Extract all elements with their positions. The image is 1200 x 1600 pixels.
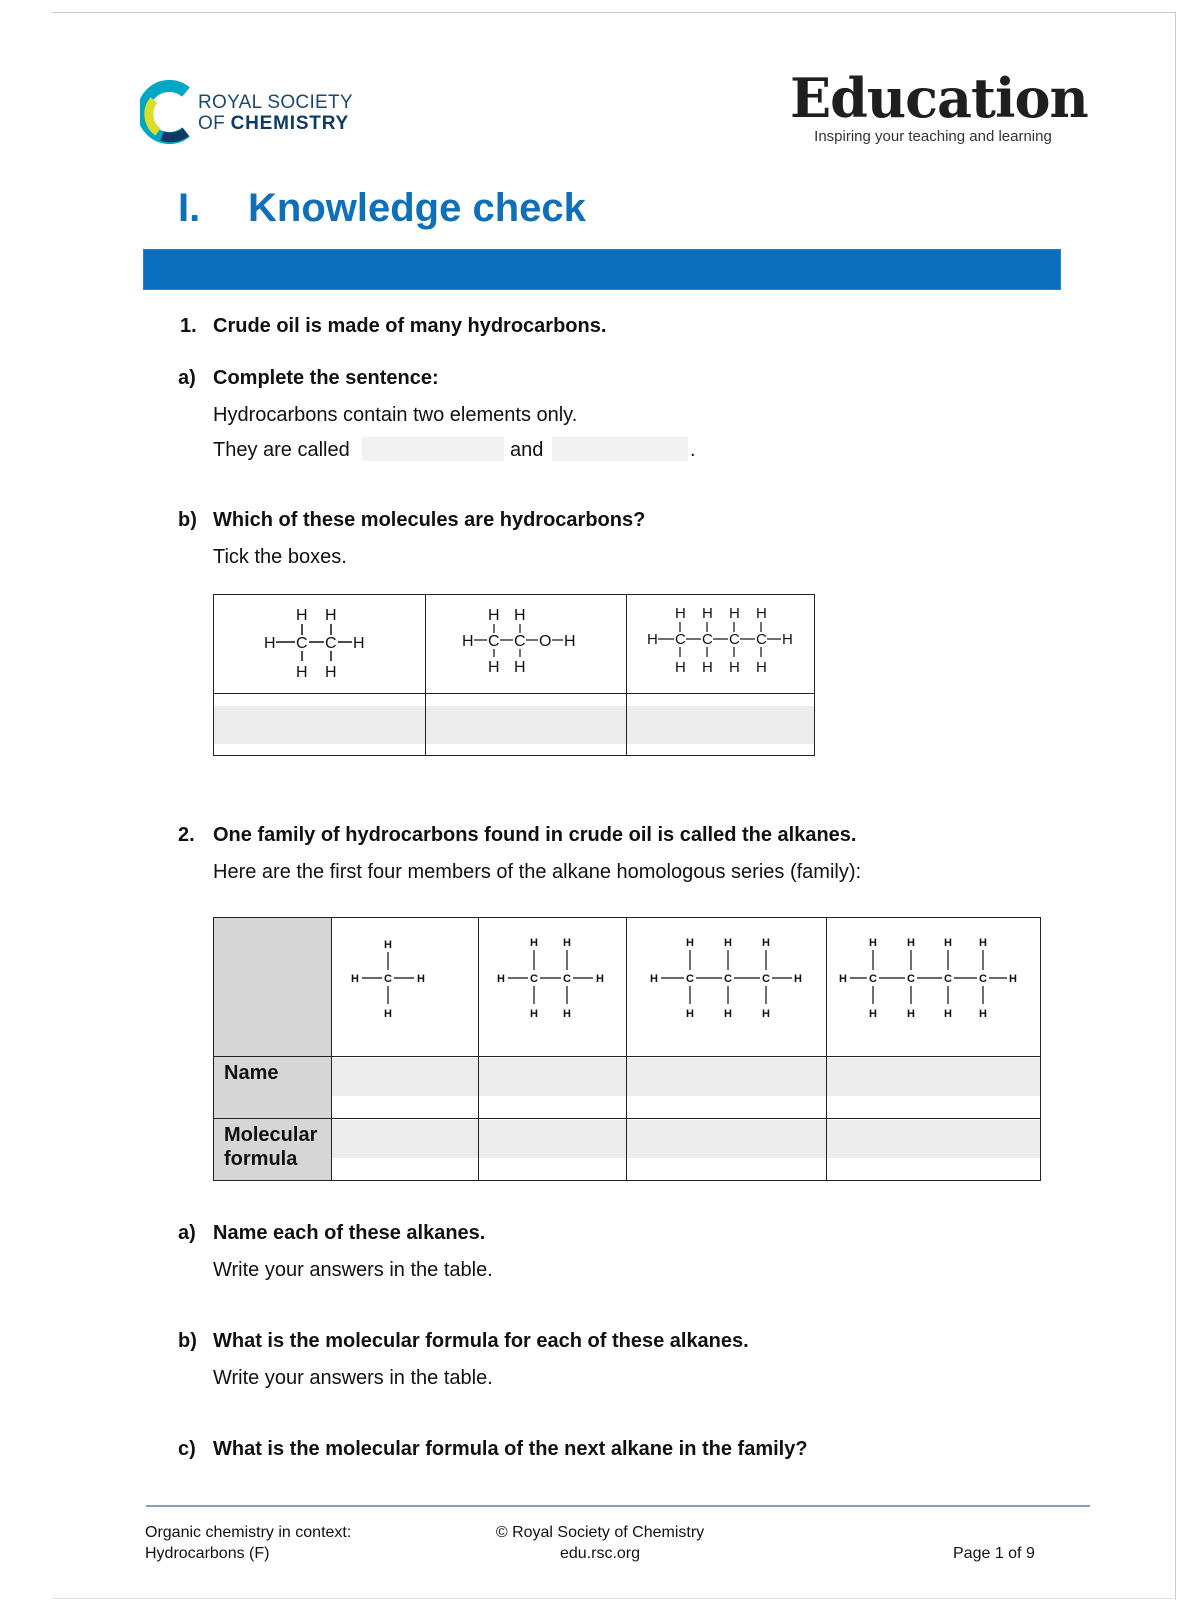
svg-text:H: H	[383, 939, 392, 951]
svg-text:H: H	[530, 1008, 539, 1020]
svg-text:H: H	[514, 607, 526, 624]
svg-text:H: H	[647, 631, 658, 648]
logo-line1: ROYAL SOCIETY	[198, 92, 353, 113]
education-subtitle: Inspiring your teaching and learning	[814, 128, 1052, 145]
svg-text:H: H	[497, 973, 506, 985]
svg-text:H: H	[1008, 973, 1017, 985]
svg-text:C: C	[685, 973, 694, 985]
logo-line2	[198, 113, 353, 134]
svg-text:H: H	[264, 635, 276, 652]
svg-text:H: H	[702, 659, 713, 676]
svg-text:H: H	[761, 937, 770, 949]
svg-text:C: C	[488, 633, 500, 650]
svg-text:C: C	[325, 635, 337, 652]
q2a-instruction: Write your answers in the table.	[213, 1259, 493, 1281]
footer-left-line1: Organic chemistry in context:	[145, 1524, 352, 1541]
page-edge-top	[52, 12, 1176, 13]
svg-text:H: H	[416, 973, 425, 985]
formula-answer-cell-4[interactable]	[826, 1119, 1040, 1181]
methane-structure	[332, 918, 478, 1051]
svg-text:H: H	[488, 659, 500, 676]
svg-text:H: H	[596, 973, 605, 985]
row-header-name: Name	[214, 1057, 332, 1119]
rsc-logo-icon	[140, 80, 196, 144]
svg-text:C: C	[563, 973, 572, 985]
q1-number: 1.	[180, 315, 197, 337]
q2b-prompt: What is the molecular formula for each of these alkanes.	[213, 1330, 749, 1352]
svg-text:C: C	[756, 631, 767, 648]
svg-text:H: H	[782, 631, 793, 648]
svg-text:H: H	[868, 1008, 877, 1020]
svg-text:H: H	[906, 1008, 915, 1020]
svg-text:H: H	[978, 1008, 987, 1020]
svg-text:H: H	[756, 659, 767, 676]
q1a-line2-start: They are called	[213, 439, 350, 461]
q2-number: 2.	[178, 824, 195, 846]
svg-text:C: C	[702, 631, 713, 648]
name-answer-cell-4[interactable]	[826, 1057, 1040, 1119]
svg-text:C: C	[906, 973, 915, 985]
formula-answer-cell-3[interactable]	[626, 1119, 826, 1181]
svg-text:H: H	[702, 605, 713, 622]
butane-structure-2	[827, 918, 1039, 1051]
page-edge-right	[1175, 12, 1176, 1600]
footer-copyright: © Royal Society of Chemistry	[495, 1524, 705, 1541]
section-title: Knowledge check	[248, 186, 586, 230]
q1a-prompt: Complete the sentence:	[213, 367, 439, 389]
ethane-structure-2	[479, 918, 625, 1051]
answer-field-element-1[interactable]	[362, 437, 504, 461]
name-answer-cell-2[interactable]	[479, 1057, 627, 1119]
svg-text:H: H	[649, 973, 658, 985]
svg-text:C: C	[383, 973, 392, 985]
svg-text:C: C	[943, 973, 952, 985]
svg-text:C: C	[978, 973, 987, 985]
butane-structure	[627, 595, 814, 688]
svg-text:H: H	[685, 1008, 694, 1020]
svg-text:H: H	[530, 937, 539, 949]
svg-text:H: H	[564, 633, 576, 650]
alkane-cell-methane	[331, 918, 479, 1057]
tick-box-butane[interactable]	[627, 694, 815, 756]
footer-website: edu.rsc.org	[559, 1545, 641, 1562]
alkane-cell-butane	[826, 918, 1040, 1057]
page-number: Page 1 of 9	[953, 1545, 1035, 1562]
alkane-cell-propane	[626, 918, 826, 1057]
logo-line2-prefix: OF	[198, 113, 225, 134]
svg-text:H: H	[943, 937, 952, 949]
name-answer-cell-3[interactable]	[626, 1057, 826, 1119]
name-answer-cell-1[interactable]	[331, 1057, 479, 1119]
molecule-cell-ethanol	[426, 595, 627, 694]
row-header-formula-line2: formula	[224, 1148, 298, 1170]
q1b-label: b)	[178, 509, 197, 531]
svg-text:H: H	[296, 664, 308, 681]
svg-text:H: H	[383, 1008, 392, 1020]
svg-text:C: C	[868, 973, 877, 985]
tick-box-ethane[interactable]	[214, 694, 426, 756]
svg-text:H: H	[761, 1008, 770, 1020]
q2-intro: Here are the first four members of the alkane homologous series (family):	[213, 861, 862, 883]
row-header-formula	[214, 1119, 332, 1181]
page-edge-bottom	[52, 1598, 1176, 1599]
footer-divider	[146, 1505, 1090, 1507]
q2a-label: a)	[178, 1222, 196, 1244]
row-header-formula-line1: Molecular	[224, 1124, 318, 1146]
q2a-prompt: Name each of these alkanes.	[213, 1222, 486, 1244]
svg-text:H: H	[462, 633, 474, 650]
tick-box-ethanol[interactable]	[426, 694, 627, 756]
svg-text:C: C	[761, 973, 770, 985]
q1a-line2-end: .	[690, 439, 696, 461]
svg-text:H: H	[729, 659, 740, 676]
q2b-label: b)	[178, 1330, 197, 1352]
section-number: I.	[178, 186, 201, 230]
svg-text:C: C	[514, 633, 526, 650]
svg-text:H: H	[793, 973, 802, 985]
svg-text:H: H	[978, 937, 987, 949]
svg-text:H: H	[353, 635, 365, 652]
svg-text:H: H	[906, 937, 915, 949]
svg-text:H: H	[563, 1008, 572, 1020]
svg-text:H: H	[350, 973, 359, 985]
svg-text:H: H	[838, 973, 847, 985]
svg-text:H: H	[514, 659, 526, 676]
q2b-instruction: Write your answers in the table.	[213, 1367, 493, 1389]
svg-text:O: O	[539, 633, 552, 650]
q1a-line1: Hydrocarbons contain two elements only.	[213, 404, 578, 426]
svg-text:H: H	[563, 937, 572, 949]
alkane-cell-ethane	[479, 918, 627, 1057]
q1b-prompt: Which of these molecules are hydrocarbons?	[213, 509, 646, 531]
svg-text:H: H	[685, 937, 694, 949]
ethane-structure	[214, 595, 425, 688]
section-banner	[143, 249, 1061, 290]
svg-text:H: H	[296, 607, 308, 624]
answer-field-element-2[interactable]	[552, 437, 688, 461]
svg-text:H: H	[756, 605, 767, 622]
svg-text:H: H	[325, 664, 337, 681]
svg-text:C: C	[723, 973, 732, 985]
q1b-instruction: Tick the boxes.	[213, 546, 347, 568]
svg-text:H: H	[675, 605, 686, 622]
q1a-line2-mid: and	[510, 439, 544, 461]
svg-text:H: H	[723, 937, 732, 949]
svg-text:H: H	[943, 1008, 952, 1020]
q1a-label: a)	[178, 367, 196, 389]
alkane-table	[213, 917, 1041, 1181]
molecule-cell-ethane	[214, 595, 426, 694]
svg-text:C: C	[530, 973, 539, 985]
formula-answer-cell-2[interactable]	[479, 1119, 627, 1181]
footer-left	[145, 1522, 351, 1564]
ethanol-structure	[426, 595, 626, 688]
logo-line2-bold: CHEMISTRY	[230, 113, 349, 134]
formula-answer-cell-1[interactable]	[331, 1119, 479, 1181]
svg-text:H: H	[488, 607, 500, 624]
svg-text:H: H	[325, 607, 337, 624]
q2-text: One family of hydrocarbons found in crude oil is called the alkanes.	[213, 824, 857, 846]
rsc-logo-text	[198, 92, 353, 134]
svg-text:H: H	[675, 659, 686, 676]
q2c-prompt: What is the molecular formula of the next alkane in the family?	[213, 1438, 808, 1460]
svg-text:H: H	[868, 937, 877, 949]
table-corner	[214, 918, 332, 1057]
propane-structure	[627, 918, 825, 1051]
svg-text:C: C	[296, 635, 308, 652]
svg-text:C: C	[729, 631, 740, 648]
svg-text:H: H	[723, 1008, 732, 1020]
svg-text:C: C	[675, 631, 686, 648]
footer-left-line2: Hydrocarbons (F)	[145, 1545, 270, 1562]
svg-text:H: H	[729, 605, 740, 622]
footer-center	[480, 1522, 720, 1564]
q2c-label: c)	[178, 1438, 196, 1460]
education-title: Education	[790, 66, 1088, 130]
q1-text: Crude oil is made of many hydrocarbons.	[213, 315, 607, 337]
molecule-cell-butane	[627, 595, 815, 694]
hydrocarbon-tick-table	[213, 594, 815, 756]
